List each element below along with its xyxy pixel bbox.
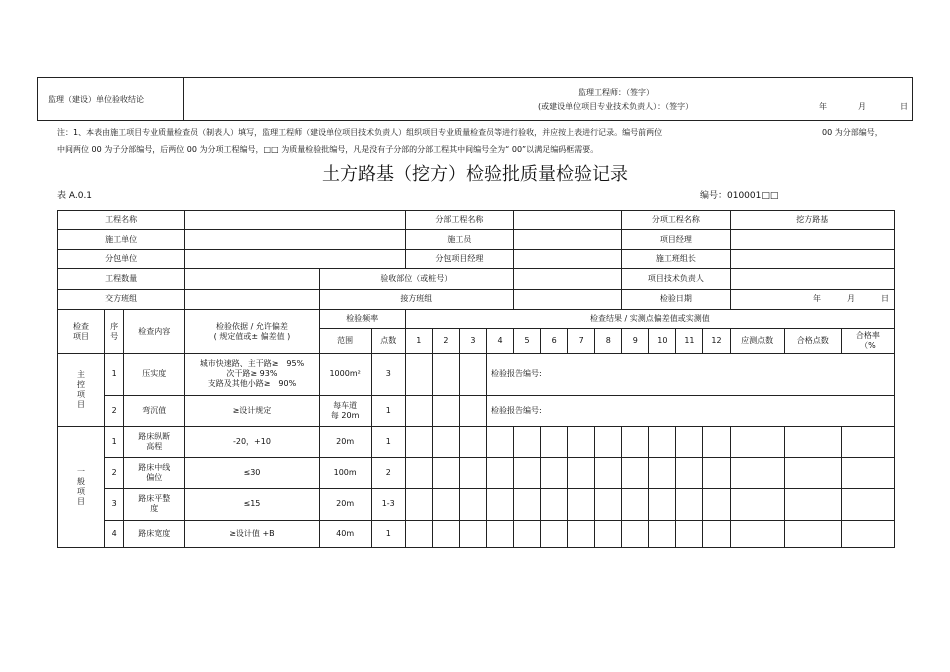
result-cell[interactable]	[541, 520, 568, 547]
page-title: 土方路基（挖方）检验批质量检验记录	[322, 164, 628, 185]
row-content: 路床平整 度	[124, 489, 185, 520]
col-num: 11	[676, 328, 703, 353]
result-cell[interactable]	[622, 458, 649, 489]
result-cell[interactable]	[514, 458, 541, 489]
col-num: 5	[514, 328, 541, 353]
col-rate: 合格率 （%	[841, 328, 894, 353]
sub-project-label: 分部工程名称	[405, 211, 513, 230]
result-cell[interactable]	[541, 426, 568, 457]
general-item-row	[58, 426, 895, 457]
team-leader-label: 施工班组长	[622, 250, 730, 269]
row-points: 2	[371, 458, 405, 489]
column-header-row-1	[58, 309, 895, 328]
result-cell[interactable]	[676, 458, 703, 489]
result-cell[interactable]	[486, 520, 513, 547]
header-row-3	[58, 250, 895, 269]
tech-leader-value[interactable]	[730, 269, 894, 289]
note-line-1-end: 00 为分部编号，	[822, 128, 883, 137]
result-cell[interactable]	[568, 489, 595, 520]
supervision-label: 监理（建设）单位验收结论	[48, 95, 144, 104]
col-num: 4	[486, 328, 513, 353]
result-cell[interactable]	[595, 489, 622, 520]
result-cell[interactable]	[405, 489, 432, 520]
result-cell[interactable]	[459, 354, 486, 395]
result-cell[interactable]	[541, 489, 568, 520]
project-name-label: 工程名称	[58, 211, 185, 230]
col-num: 8	[595, 328, 622, 353]
report-number-label[interactable]: 检验报告编号:	[486, 354, 894, 395]
row-basis: ≤30	[185, 458, 319, 489]
item-project-value: 挖方路基	[730, 211, 894, 230]
col-results: 检查结果 / 实测点偏差值或实测值	[405, 309, 894, 328]
result-cell[interactable]	[514, 426, 541, 457]
measured-count[interactable]	[730, 426, 784, 457]
measured-count[interactable]	[730, 489, 784, 520]
result-cell[interactable]	[649, 489, 676, 520]
general-item-row	[58, 458, 895, 489]
result-cell[interactable]	[676, 426, 703, 457]
row-basis: ≥设计规定	[185, 395, 319, 426]
row-range: 40m	[319, 520, 371, 547]
subcontract-manager-label: 分包项目经理	[405, 250, 513, 269]
result-cell[interactable]	[703, 520, 730, 547]
tech-leader-label: 项目技术负责人	[622, 269, 730, 289]
date-day: 日	[881, 294, 889, 304]
inspection-table	[57, 210, 895, 548]
col-num: 2	[432, 328, 459, 353]
pass-rate[interactable]	[841, 426, 894, 457]
col-num: 1	[405, 328, 432, 353]
row-points: 3	[371, 354, 405, 395]
note-line-1: 注：1、本表由施工项目专业质量检查员（制表人）填写，监理工程师（建设单位项目技术负责人）组织项目专业质量检查员等进行验收，并应按上表进行记录。编号前两位	[57, 128, 663, 137]
col-num: 9	[622, 328, 649, 353]
project-manager-label: 项目经理	[622, 230, 730, 250]
header-row-4	[58, 269, 895, 289]
result-cell[interactable]	[622, 520, 649, 547]
result-cell[interactable]	[459, 395, 486, 426]
construction-unit-value[interactable]	[185, 230, 405, 250]
quantity-value[interactable]	[185, 269, 319, 289]
quantity-label: 工程数量	[58, 269, 185, 289]
result-cell[interactable]	[595, 458, 622, 489]
supervision-day: 日	[900, 102, 908, 111]
row-range: 20m	[319, 426, 371, 457]
constructor-label: 施工员	[405, 230, 513, 250]
subcontract-unit-label: 分包单位	[58, 250, 185, 269]
main-items-group-label: 主 控 项 目	[58, 354, 105, 427]
constructor-value[interactable]	[514, 230, 622, 250]
subcontract-unit-value[interactable]	[185, 250, 405, 269]
result-cell[interactable]	[459, 426, 486, 457]
acceptance-part-label: 验收部位（或桩号）	[319, 269, 513, 289]
owner-signature-label: (或建设单位项目专业技术负责人）：（签字）	[538, 102, 694, 111]
general-items-group-label: 一 般 项 目	[58, 426, 105, 547]
row-content: 路床中线 偏位	[124, 458, 185, 489]
handover-team-label: 交方班组	[58, 289, 185, 309]
project-name-value[interactable]	[185, 211, 405, 230]
result-cell[interactable]	[568, 426, 595, 457]
result-cell[interactable]	[405, 458, 432, 489]
supervision-month: 月	[858, 102, 866, 111]
result-cell[interactable]	[649, 458, 676, 489]
acceptance-part-value[interactable]	[514, 269, 622, 289]
col-num: 3	[459, 328, 486, 353]
supervision-box	[37, 77, 913, 121]
result-cell[interactable]	[459, 489, 486, 520]
col-seq: 序 号	[105, 309, 124, 353]
col-num: 6	[541, 328, 568, 353]
result-cell[interactable]	[676, 489, 703, 520]
row-range: 100m	[319, 458, 371, 489]
result-cell[interactable]	[432, 489, 459, 520]
row-basis: ≤15	[185, 489, 319, 520]
result-cell[interactable]	[459, 458, 486, 489]
inspection-date-label: 检验日期	[622, 289, 730, 309]
result-cell[interactable]	[514, 489, 541, 520]
row-content: 压实度	[124, 354, 185, 395]
qualified-count[interactable]	[784, 520, 841, 547]
handover-team-value[interactable]	[185, 289, 319, 309]
row-seq: 1	[105, 426, 124, 457]
result-cell[interactable]	[703, 489, 730, 520]
measured-count[interactable]	[730, 520, 784, 547]
result-cell[interactable]	[649, 426, 676, 457]
result-cell[interactable]	[432, 458, 459, 489]
result-cell[interactable]	[622, 489, 649, 520]
row-points: 1-3	[371, 489, 405, 520]
row-points: 1	[371, 426, 405, 457]
result-cell[interactable]	[432, 426, 459, 457]
team-leader-value[interactable]	[730, 250, 894, 269]
note-line-2: 中间两位 00 为子分部编号，后两位 00 为分项工程编号，□□ 为质量检验批编号，凡是没有子分部的分部工程其中间编号全为“ 00”以满足编码框需要。	[57, 145, 599, 154]
result-cell[interactable]	[568, 458, 595, 489]
main-item-row	[58, 395, 895, 426]
col-points: 点数	[371, 328, 405, 353]
col-num: 12	[703, 328, 730, 353]
row-seq: 4	[105, 520, 124, 547]
col-check-item: 检查 项目	[58, 309, 105, 353]
measured-count[interactable]	[730, 458, 784, 489]
col-measured: 应测点数	[730, 328, 784, 353]
supervisor-signature-label: 监理工程师：（签字）	[578, 88, 654, 97]
main-item-row	[58, 354, 895, 395]
row-seq: 3	[105, 489, 124, 520]
pass-rate[interactable]	[841, 520, 894, 547]
general-item-row	[58, 520, 895, 547]
row-range: 每车道 每 20m	[319, 395, 371, 426]
result-cell[interactable]	[486, 489, 513, 520]
result-cell[interactable]	[486, 458, 513, 489]
general-item-row	[58, 489, 895, 520]
result-cell[interactable]	[568, 520, 595, 547]
col-qualified: 合格点数	[784, 328, 841, 353]
supervision-divider	[183, 78, 184, 120]
row-content: 路床纵断 高程	[124, 426, 185, 457]
table-number: 表 A.0.1	[57, 191, 93, 201]
subcontract-manager-value[interactable]	[514, 250, 622, 269]
qualified-count[interactable]	[784, 426, 841, 457]
row-points: 1	[371, 395, 405, 426]
col-basis: 检验依据 / 允许偏差 ( 规定值或± 偏差值 )	[185, 309, 319, 353]
result-cell[interactable]	[405, 520, 432, 547]
result-cell[interactable]	[459, 520, 486, 547]
qualified-count[interactable]	[784, 489, 841, 520]
row-seq: 2	[105, 458, 124, 489]
result-cell[interactable]	[649, 520, 676, 547]
row-basis: -20，+10	[185, 426, 319, 457]
project-manager-value[interactable]	[730, 230, 894, 250]
result-cell[interactable]	[405, 395, 432, 426]
row-range: 20m	[319, 489, 371, 520]
result-cell[interactable]	[405, 354, 432, 395]
receive-team-value[interactable]	[514, 289, 622, 309]
result-cell[interactable]	[486, 426, 513, 457]
receive-team-label: 接方班组	[319, 289, 513, 309]
result-cell[interactable]	[595, 520, 622, 547]
pass-rate[interactable]	[841, 458, 894, 489]
row-content: 弯沉值	[124, 395, 185, 426]
inspection-date-value[interactable]	[730, 289, 894, 309]
row-content: 路床宽度	[124, 520, 185, 547]
sub-project-value[interactable]	[514, 211, 622, 230]
row-points: 1	[371, 520, 405, 547]
item-project-label: 分项工程名称	[622, 211, 730, 230]
col-frequency: 检验频率	[319, 309, 405, 328]
result-cell[interactable]	[432, 520, 459, 547]
col-num: 10	[649, 328, 676, 353]
result-cell[interactable]	[595, 426, 622, 457]
result-cell[interactable]	[703, 426, 730, 457]
report-number-label[interactable]: 检验报告编号:	[486, 395, 894, 426]
result-cell[interactable]	[622, 426, 649, 457]
row-basis: ≥设计值 +B	[185, 520, 319, 547]
header-row-5	[58, 289, 895, 309]
result-cell[interactable]	[405, 426, 432, 457]
supervision-year: 年	[819, 102, 827, 111]
date-month: 月	[847, 294, 855, 304]
pass-rate[interactable]	[841, 489, 894, 520]
construction-unit-label: 施工单位	[58, 230, 185, 250]
result-cell[interactable]	[432, 395, 459, 426]
qualified-count[interactable]	[784, 458, 841, 489]
result-cell[interactable]	[541, 458, 568, 489]
header-row-2	[58, 230, 895, 250]
row-range: 1000m²	[319, 354, 371, 395]
col-range: 范围	[319, 328, 371, 353]
col-content: 检查内容	[124, 309, 185, 353]
header-row-1	[58, 211, 895, 230]
row-basis: 城市快速路、主干路≥ 95% 次干路≥ 93% 支路及其他小路≥ 90%	[185, 354, 319, 395]
record-code: 编号：010001□□	[700, 191, 779, 201]
result-cell[interactable]	[432, 354, 459, 395]
col-num: 7	[568, 328, 595, 353]
row-seq: 2	[105, 395, 124, 426]
result-cell[interactable]	[676, 520, 703, 547]
date-year: 年	[813, 294, 821, 304]
result-cell[interactable]	[703, 458, 730, 489]
row-seq: 1	[105, 354, 124, 395]
result-cell[interactable]	[514, 520, 541, 547]
